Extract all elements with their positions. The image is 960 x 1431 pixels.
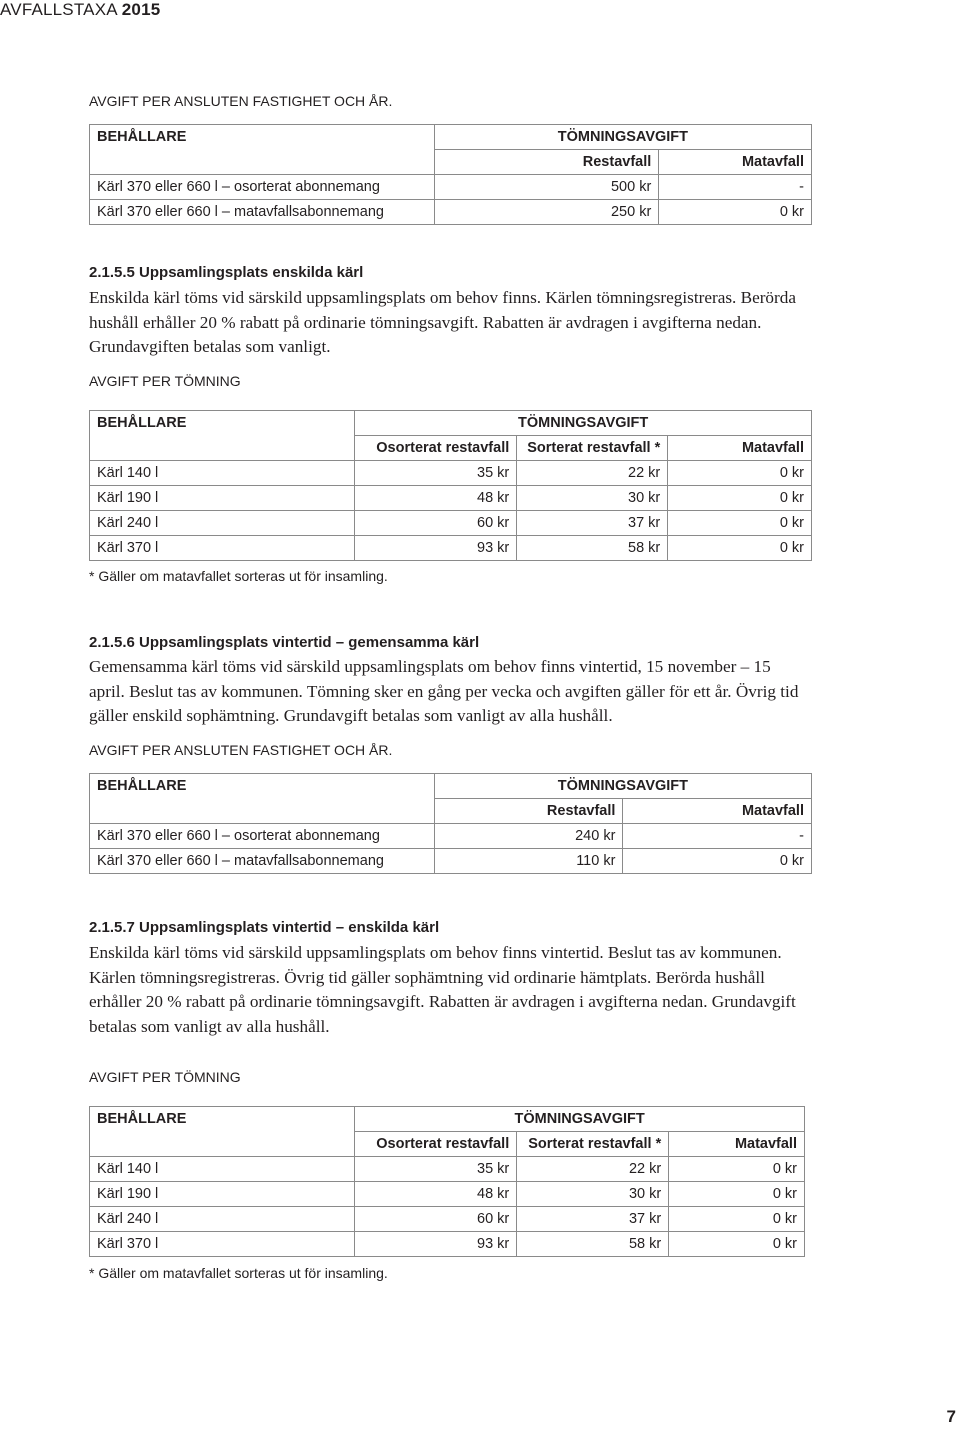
section-text: Enskilda kärl töms vid särskild uppsamlingsplats om behov finns. Kärlen tömningsregistreras. Berörda hushåll erhåller 20 % rabatt på ordinarie tömningsavgift. Rabatten är avdragen i avgifterna nedan. Grundavgiften betalas som vanligt. bbox=[89, 288, 796, 356]
row-name: Kärl 370 eller 660 l – osorterat abonnemang bbox=[90, 175, 435, 200]
col-header-container: BEHÅLLARE bbox=[90, 411, 355, 436]
row-name: Kärl 140 l bbox=[90, 1157, 355, 1182]
row-name: Kärl 370 l bbox=[90, 1232, 355, 1257]
col-header-sorted: Sorterat restavfall * bbox=[517, 436, 668, 461]
row-rest: 500 kr bbox=[434, 175, 658, 200]
section-text: Enskilda kärl töms vid särskild uppsamlingsplats om behov finns vintertid. Beslut tas av kommunen. Kärlen tömningsregistreras. Övrig tid gäller sophämtning vid ordinarie hämtplats. Berörda hushåll erhåller 20 % rabatt på ordinarie tömningsavgift. Rabatten är avdragen i avgifterna nedan. Grundavgift betalas som vanligt av alla hushåll. bbox=[89, 943, 796, 1036]
footnote: * Gäller om matavfallet sorteras ut för insamling. bbox=[89, 568, 388, 584]
row-name: Kärl 240 l bbox=[90, 511, 355, 536]
per-emptying-fee-table bbox=[89, 410, 812, 561]
fee-period-label: AVGIFT PER ANSLUTEN FASTIGHET OCH ÅR. bbox=[89, 93, 393, 109]
row-unsorted: 48 kr bbox=[355, 1182, 517, 1207]
table-row bbox=[90, 175, 812, 200]
col-header-rest: Restavfall bbox=[434, 799, 623, 824]
row-mat: - bbox=[659, 175, 812, 200]
table-row bbox=[90, 536, 812, 561]
page-number: 7 bbox=[946, 1407, 956, 1426]
row-sorted: 58 kr bbox=[517, 1232, 669, 1257]
col-header-mat: Matavfall bbox=[659, 150, 812, 175]
table-row bbox=[90, 1232, 805, 1257]
per-emptying-fee-table bbox=[89, 1106, 805, 1257]
row-mat: 0 kr bbox=[668, 461, 812, 486]
table-row bbox=[90, 849, 812, 874]
row-sorted: 30 kr bbox=[517, 486, 668, 511]
row-unsorted: 60 kr bbox=[355, 1207, 517, 1232]
col-header-rest: Restavfall bbox=[434, 150, 658, 175]
row-mat: 0 kr bbox=[669, 1232, 805, 1257]
table-row bbox=[90, 1157, 805, 1182]
row-mat: 0 kr bbox=[668, 536, 812, 561]
col-header-container: BEHÅLLARE bbox=[90, 125, 435, 150]
table-row bbox=[90, 1182, 805, 1207]
row-name: Kärl 370 eller 660 l – matavfallsabonnemang bbox=[90, 200, 435, 225]
row-sorted: 37 kr bbox=[517, 1207, 669, 1232]
section-title: 2.1.5.7 Uppsamlingsplats vintertid – enskilda kärl bbox=[89, 919, 440, 936]
row-sorted: 30 kr bbox=[517, 1182, 669, 1207]
row-mat: - bbox=[623, 824, 812, 849]
table-row bbox=[90, 1207, 805, 1232]
row-unsorted: 48 kr bbox=[355, 486, 517, 511]
row-mat: 0 kr bbox=[668, 511, 812, 536]
row-rest: 250 kr bbox=[434, 200, 658, 225]
empty-cell bbox=[90, 1132, 355, 1157]
row-sorted: 58 kr bbox=[517, 536, 668, 561]
row-name: Kärl 190 l bbox=[90, 1182, 355, 1207]
table-row bbox=[90, 511, 812, 536]
table-row bbox=[90, 200, 812, 225]
header-year: 2015 bbox=[121, 0, 161, 19]
col-header-unsorted: Osorterat restavfall bbox=[355, 436, 517, 461]
header-prefix: AVFALLSTAXA bbox=[0, 0, 122, 19]
col-header-unsorted: Osorterat restavfall bbox=[355, 1132, 517, 1157]
row-mat: 0 kr bbox=[623, 849, 812, 874]
table-row bbox=[90, 486, 812, 511]
row-name: Kärl 190 l bbox=[90, 486, 355, 511]
empty-cell bbox=[90, 436, 355, 461]
section-title: 2.1.5.6 Uppsamlingsplats vintertid – gemensamma kärl bbox=[89, 634, 480, 651]
row-name: Kärl 240 l bbox=[90, 1207, 355, 1232]
row-name: Kärl 140 l bbox=[90, 461, 355, 486]
row-unsorted: 35 kr bbox=[355, 461, 517, 486]
fee-period-label: AVGIFT PER TÖMNING bbox=[89, 1069, 241, 1085]
page-header bbox=[0, 0, 160, 20]
col-header-fee: TÖMNINGSAVGIFT bbox=[355, 1107, 805, 1132]
row-rest: 110 kr bbox=[434, 849, 623, 874]
col-header-mat: Matavfall bbox=[623, 799, 812, 824]
row-mat: 0 kr bbox=[659, 200, 812, 225]
row-mat: 0 kr bbox=[669, 1207, 805, 1232]
col-header-mat: Matavfall bbox=[668, 436, 812, 461]
table-row bbox=[90, 461, 812, 486]
row-mat: 0 kr bbox=[669, 1182, 805, 1207]
col-header-fee: TÖMNINGSAVGIFT bbox=[434, 125, 811, 150]
section-text: Gemensamma kärl töms vid särskild uppsamlingsplats om behov finns vintertid, 15 november – 15 april. Beslut tas av kommunen. Tömning sker en gång per vecka och avgiften gäller för ett år. Övrig tid gäller enskild sophämtning. Grundavgift betalas som vanligt av alla hushåll. bbox=[89, 657, 799, 725]
row-sorted: 22 kr bbox=[517, 1157, 669, 1182]
empty-cell bbox=[90, 799, 435, 824]
row-name: Kärl 370 eller 660 l – osorterat abonnemang bbox=[90, 824, 435, 849]
table-row bbox=[90, 824, 812, 849]
row-unsorted: 93 kr bbox=[355, 1232, 517, 1257]
footnote: * Gäller om matavfallet sorteras ut för insamling. bbox=[89, 1265, 388, 1281]
row-sorted: 37 kr bbox=[517, 511, 668, 536]
annual-fee-table bbox=[89, 124, 812, 225]
row-name: Kärl 370 l bbox=[90, 536, 355, 561]
row-rest: 240 kr bbox=[434, 824, 623, 849]
col-header-sorted: Sorterat restavfall * bbox=[517, 1132, 669, 1157]
section-title: 2.1.5.5 Uppsamlingsplats enskilda kärl bbox=[89, 264, 364, 281]
row-mat: 0 kr bbox=[669, 1157, 805, 1182]
empty-cell bbox=[90, 150, 435, 175]
row-name: Kärl 370 eller 660 l – matavfallsabonnemang bbox=[90, 849, 435, 874]
col-header-fee: TÖMNINGSAVGIFT bbox=[434, 774, 811, 799]
col-header-fee: TÖMNINGSAVGIFT bbox=[355, 411, 812, 436]
row-mat: 0 kr bbox=[668, 486, 812, 511]
row-unsorted: 93 kr bbox=[355, 536, 517, 561]
row-unsorted: 35 kr bbox=[355, 1157, 517, 1182]
fee-period-label: AVGIFT PER ANSLUTEN FASTIGHET OCH ÅR. bbox=[89, 742, 393, 758]
fee-period-label: AVGIFT PER TÖMNING bbox=[89, 373, 241, 389]
col-header-container: BEHÅLLARE bbox=[90, 774, 435, 799]
col-header-container: BEHÅLLARE bbox=[90, 1107, 355, 1132]
row-sorted: 22 kr bbox=[517, 461, 668, 486]
row-unsorted: 60 kr bbox=[355, 511, 517, 536]
col-header-mat: Matavfall bbox=[669, 1132, 805, 1157]
annual-fee-table bbox=[89, 773, 812, 874]
